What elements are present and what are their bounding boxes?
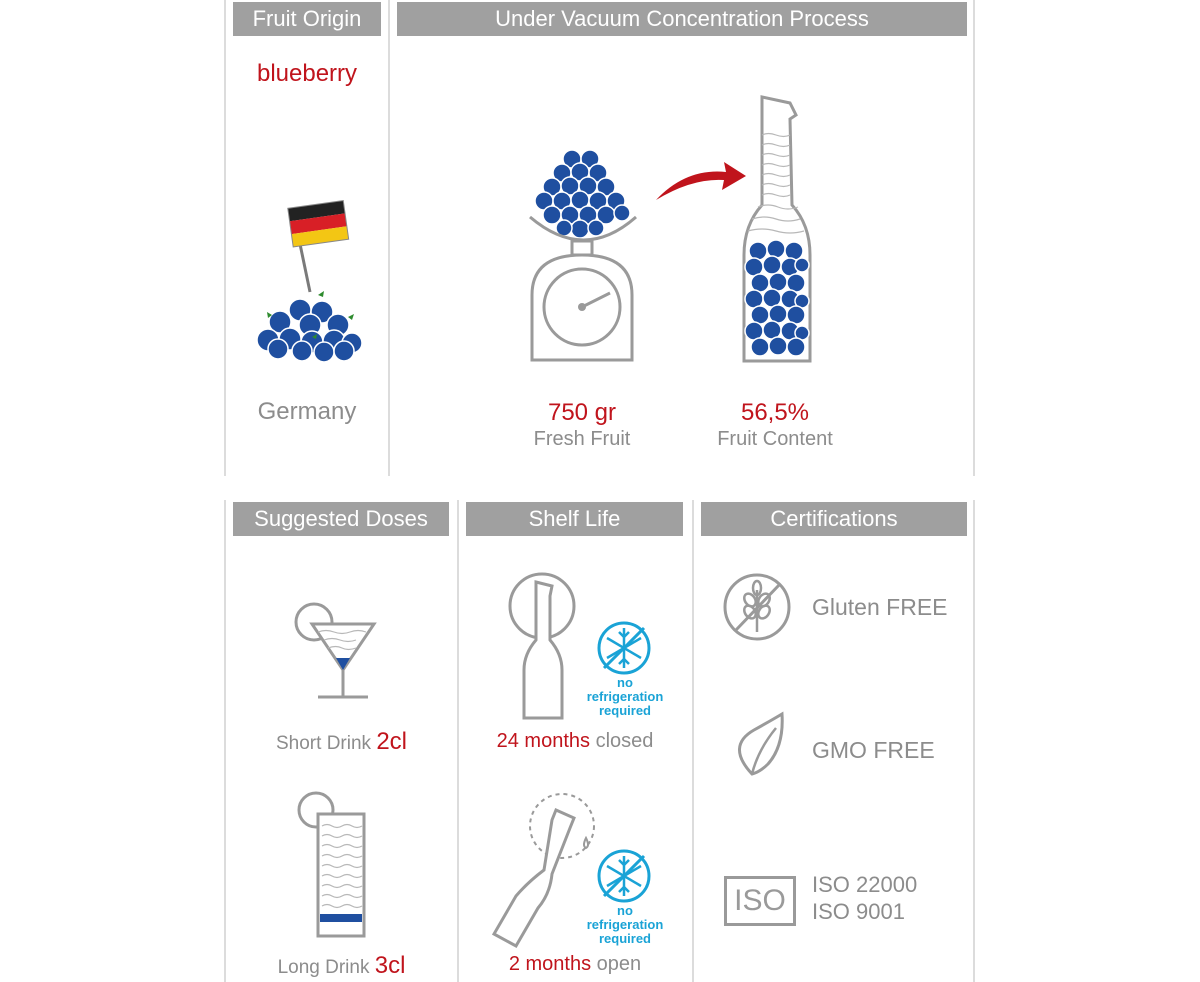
long-drink-value: 3cl <box>374 952 406 979</box>
scale-icon <box>524 145 644 365</box>
arrow-icon <box>652 158 748 204</box>
divider <box>973 0 975 476</box>
closed-bottle-icon <box>506 570 586 720</box>
no-refrig-line1: no <box>617 675 633 690</box>
fresh-fruit-value: 750 gr <box>547 399 617 426</box>
shelf-life-header: Shelf Life <box>466 502 683 536</box>
iso-9001-label: ISO 9001 <box>812 899 905 924</box>
doses-header: Suggested Doses <box>233 502 449 536</box>
short-drink-value: 2cl <box>376 728 407 755</box>
origin-country: Germany <box>257 398 357 425</box>
divider <box>973 500 975 982</box>
no-refrig-line1: no <box>617 903 633 918</box>
bottle-icon <box>738 95 818 367</box>
certifications-header: Certifications <box>701 502 967 536</box>
divider <box>388 0 390 476</box>
closed-shelf-label: closed <box>595 730 654 752</box>
long-drink-row <box>226 952 457 980</box>
fresh-fruit-label: Fresh Fruit <box>533 428 631 450</box>
snowflake-icon <box>596 620 652 676</box>
cocktail-glass-icon <box>294 600 384 702</box>
long-drink-label: Long Drink <box>277 957 370 978</box>
no-refrig-line2: refrigeration <box>586 917 664 932</box>
blueberries-icon <box>250 285 370 370</box>
no-refrig-line3: required <box>598 703 651 718</box>
gmo-free-label: GMO FREE <box>812 737 935 763</box>
fruit-origin-header: Fruit Origin <box>233 2 381 36</box>
fruit-content-label: Fruit Content <box>717 428 833 450</box>
short-drink-label: Short Drink <box>276 733 372 754</box>
divider <box>692 500 694 982</box>
no-refrigeration-note <box>580 676 670 718</box>
closed-shelf-value: 24 months <box>496 730 590 752</box>
leaf-icon <box>732 712 788 782</box>
short-drink-row <box>226 728 457 756</box>
gluten-free-label: Gluten FREE <box>812 594 948 620</box>
fruit-name: blueberry <box>256 60 358 87</box>
fruit-content-value: 56,5% <box>740 399 810 426</box>
open-shelf-label: open <box>596 953 642 975</box>
closed-shelf-row <box>458 730 692 753</box>
iso-22000-label: ISO 22000 <box>812 872 918 897</box>
open-shelf-row <box>458 953 692 976</box>
iso-badge-icon: ISO <box>724 876 796 926</box>
snowflake-icon <box>596 848 652 904</box>
highball-glass-icon <box>296 792 376 942</box>
wheat-icon <box>722 572 792 642</box>
process-header: Under Vacuum Concentration Process <box>397 2 967 36</box>
no-refrig-line2: refrigeration <box>586 689 664 704</box>
no-refrigeration-note <box>580 904 670 946</box>
open-shelf-value: 2 months <box>508 953 592 975</box>
no-refrig-line3: required <box>598 931 651 946</box>
